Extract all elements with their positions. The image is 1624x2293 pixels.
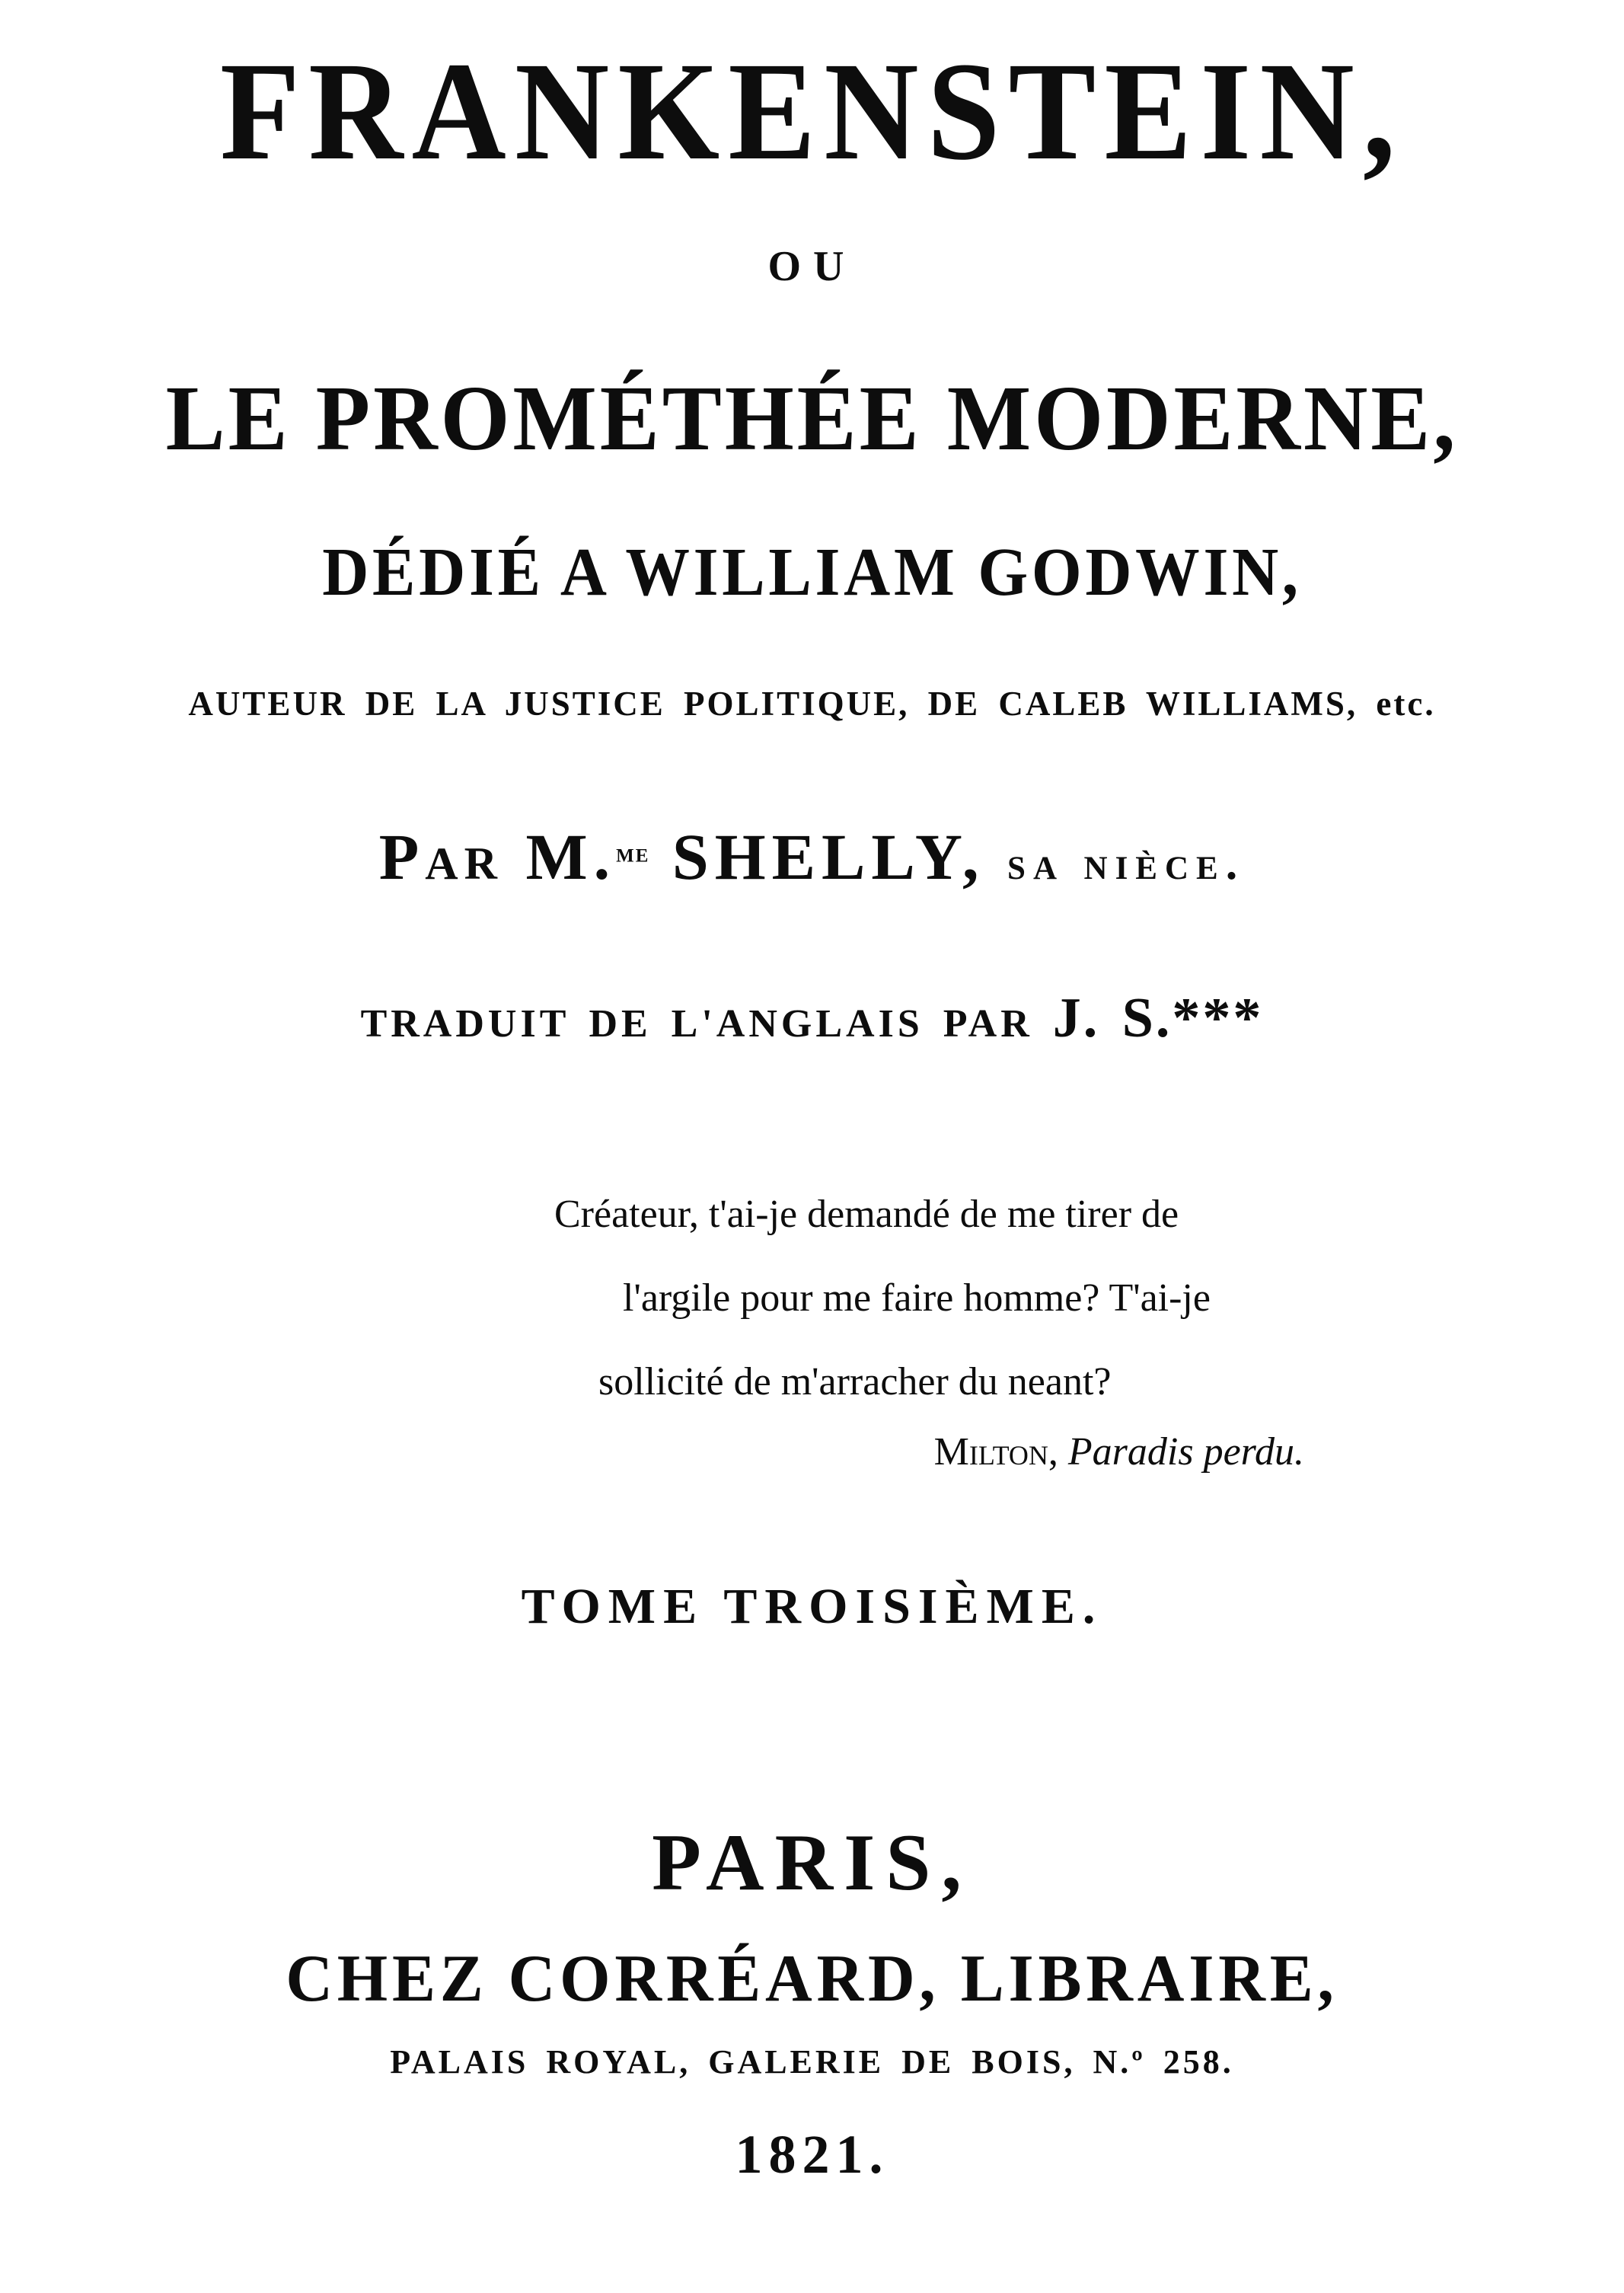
epigraph-line-2: l'argile pour me faire homme? T'ai-je <box>623 1276 1211 1320</box>
epigraph <box>554 1173 1403 1484</box>
byline <box>0 819 1624 895</box>
epigraph-attribution <box>554 1420 1403 1484</box>
epigraph-author: Milton, <box>933 1430 1058 1474</box>
imprint-publisher: CHEZ CORRÉARD, LIBRAIRE, <box>286 1942 1338 2016</box>
byline-name: SHELLY, <box>672 820 985 893</box>
dedication-line: DÉDIÉ A WILLIAM GODWIN, <box>322 535 1302 610</box>
volume-line: TOME TROISIÈME. <box>521 1579 1103 1634</box>
subtitle-connector: OU <box>767 243 857 290</box>
byline-par: Par <box>378 820 503 893</box>
byline-m: M. <box>525 820 617 893</box>
imprint-year: 1821. <box>735 2124 889 2185</box>
imprint-city: PARIS, <box>652 1818 972 1907</box>
book-subtitle: LE PROMÉTHÉE MODERNE, <box>165 367 1459 470</box>
translation-prefix: TRADUIT DE L'ANGLAIS PAR <box>360 1002 1033 1046</box>
imprint-address: PALAIS ROYAL, GALERIE DE BOIS, N.º 258. <box>390 2043 1234 2081</box>
epigraph-line-1: Créateur, t'ai-je demandé de me tirer de <box>554 1193 1179 1236</box>
translator-name: J. S.*** <box>1052 987 1264 1049</box>
byline-superscript: me <box>616 837 650 868</box>
epigraph-line-3: sollicité de m'arracher du neant? <box>598 1360 1112 1404</box>
book-title: FRANKENSTEIN, <box>219 34 1405 190</box>
epigraph-work: Paradis perdu. <box>1067 1430 1304 1474</box>
translation-line <box>0 986 1624 1051</box>
godwin-works-line: AUTEUR DE LA JUSTICE POLITIQUE, DE CALEB WILLIAMS, etc. <box>188 685 1436 723</box>
byline-suffix: sa nièce. <box>1007 838 1246 889</box>
